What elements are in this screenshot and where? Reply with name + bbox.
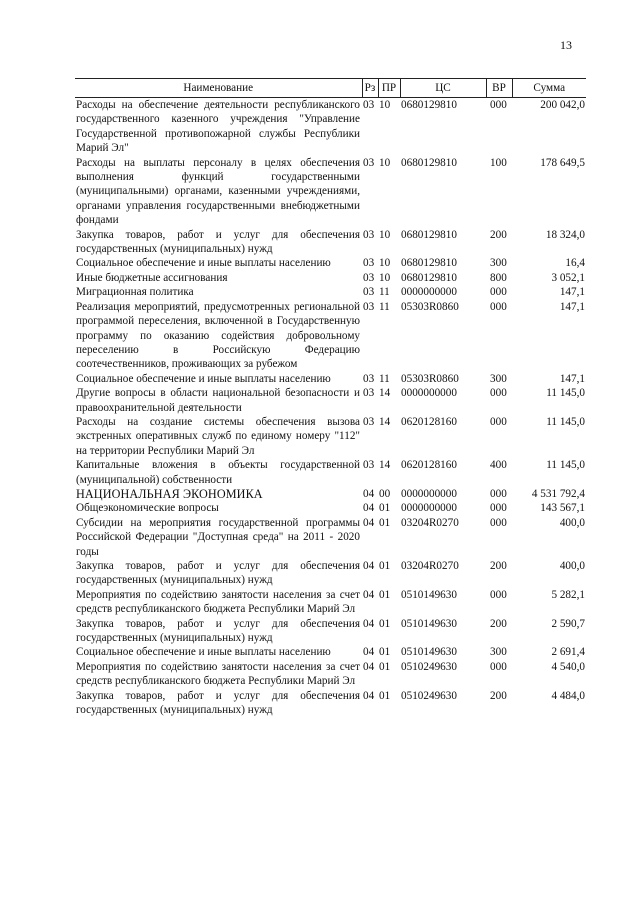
cell-vr: 300 [490,646,507,659]
cell-sum: 18 324,0 [545,228,585,241]
cell-rz: 03 [363,99,375,111]
cell-cs: 0000000000 [401,387,457,400]
cell-name: Общеэкономические вопросы [76,502,219,515]
cell-rz: 03 [363,372,375,385]
cell-sum: 200 042,0 [540,99,585,111]
cell-name: Субсидии на мероприятия государственной программы Российской Федерации "Доступная среда" на 2011 - 2020 годы [76,516,360,558]
cell-rz: 04 [363,588,375,601]
table-row [75,617,586,646]
cell-name: Мероприятия по содействию занятости населения за счет средств республиканского бюджета Республики Марий Эл [76,588,360,616]
cell-vr: 300 [490,257,507,270]
cell-vr: 000 [490,516,507,529]
cell-vr: 000 [490,588,507,601]
table-row [75,98,586,156]
cell-rz: 03 [363,156,375,169]
cell-sum: 2 691,4 [551,646,585,659]
cell-name: Иные бюджетные ассигнования [76,271,228,284]
cell-name: Реализация мероприятий, предусмотренных региональной программой переселения, включенной в Государственную программу по оказанию содействия добровольному переселению в Российскую Федерацию соотечественников, проживающих за рубежом [76,300,360,371]
cell-name: Миграционная политика [76,286,194,299]
cell-pr: 01 [379,660,391,673]
cell-pr: 01 [379,689,391,702]
cell-pr: 01 [379,502,391,515]
cell-pr: 01 [379,516,391,529]
cell-vr: 000 [490,300,507,313]
cell-sum: 16,4 [565,257,585,270]
cell-rz: 03 [363,387,375,400]
cell-sum: 4 531 792,4 [531,487,585,500]
table-row [75,271,586,285]
cell-sum: 3 052,1 [551,271,585,284]
cell-rz: 03 [363,228,375,241]
cell-cs: 03204R0270 [401,560,459,572]
cell-name: Закупка товаров, работ и услуг для обеспечения государственных (муниципальных) нужд [76,560,360,587]
cell-cs: 0510249630 [401,660,457,673]
table-row [75,660,586,689]
cell-sum: 11 145,0 [546,459,585,472]
cell-pr: 14 [379,459,391,472]
cell-rz: 04 [363,689,375,702]
table-row [75,501,586,515]
cell-sum: 400,0 [559,516,585,529]
cell-rz: 03 [363,300,375,313]
header-rz: Рз [362,79,378,98]
cell-cs: 0620128160 [401,459,457,472]
cell-pr: 01 [379,588,391,601]
header-vr: ВР [486,79,512,98]
cell-vr: 800 [490,271,507,284]
cell-cs: 0000000000 [401,286,457,299]
cell-cs: 0620128160 [401,415,457,428]
cell-name: Расходы на обеспечение деятельности республиканского государственного казенного учреждения "Управление Государственной противопожарной службы Республики Марий Эл" [76,99,360,155]
cell-pr: 01 [379,646,391,659]
cell-pr: 14 [379,387,391,400]
cell-rz: 04 [363,502,375,515]
cell-pr: 14 [379,415,391,428]
cell-pr: 00 [379,487,391,500]
cell-cs: 0510149630 [401,646,457,659]
cell-name: Закупка товаров, работ и услуг для обеспечения государственных (муниципальных) нужд [76,689,360,717]
cell-name: Расходы на создание системы обеспечения вызова экстренных оперативных служб по единому номеру "112" на территории Республики Марий Эл [76,415,360,457]
table-row [75,372,586,386]
cell-pr: 10 [379,271,391,284]
budget-table [75,78,586,717]
cell-cs: 0510149630 [401,588,457,601]
cell-cs: 0680129810 [401,156,457,169]
cell-cs: 0680129810 [401,257,457,270]
cell-pr: 10 [379,99,391,111]
cell-vr: 200 [490,617,507,630]
cell-name: Другие вопросы в области национальной безопасности и правоохранительной деятельности [76,387,360,414]
cell-rz: 03 [363,415,375,428]
cell-sum: 2 590,7 [551,617,585,630]
cell-rz: 03 [363,286,375,299]
table-row [75,285,586,299]
cell-rz: 04 [363,560,375,572]
cell-vr: 200 [490,228,507,241]
table-row [75,559,586,588]
table-row [75,645,586,659]
cell-sum: 147,1 [559,372,585,385]
header-sum: Сумма [512,79,586,98]
cell-sum: 4 540,0 [551,660,585,673]
table-row [75,415,586,458]
cell-sum: 400,0 [559,560,585,572]
cell-pr: 01 [379,617,391,630]
table-body [75,98,586,718]
cell-name: Закупка товаров, работ и услуг для обеспечения государственных (муниципальных) нужд [76,228,360,256]
table-row [75,487,586,501]
cell-sum: 11 145,0 [546,387,585,400]
cell-rz: 03 [363,459,375,472]
cell-vr: 200 [490,560,507,572]
cell-cs: 0680129810 [401,99,457,111]
table-header [75,79,586,98]
table-row [75,386,586,415]
cell-rz: 04 [363,516,375,529]
cell-cs: 0000000000 [401,487,457,500]
cell-cs: 05303R0860 [401,372,459,385]
cell-cs: 05303R0860 [401,300,459,313]
cell-cs: 03204R0270 [401,516,459,529]
cell-sum: 147,1 [559,286,585,299]
cell-pr: 11 [379,286,390,299]
cell-name: Расходы на выплаты персоналу в целях обеспечения выполнения функций государственными (муниципальными) органами, казенными учреждениями, органами управления государственными внебюджетными фондами [76,156,360,227]
cell-rz: 03 [363,271,375,284]
table-row [75,458,586,487]
cell-name: Социальное обеспечение и иные выплаты населению [76,646,331,659]
cell-pr: 10 [379,257,391,270]
cell-rz: 04 [363,487,375,500]
cell-vr: 000 [490,487,507,500]
cell-cs: 0000000000 [401,502,457,515]
cell-vr: 400 [490,459,507,472]
cell-rz: 03 [363,257,375,270]
cell-name: Социальное обеспечение и иные выплаты населению [76,372,331,385]
header-cs: ЦС [400,79,486,98]
cell-vr: 000 [490,99,507,111]
cell-vr: 000 [490,660,507,673]
table-row [75,256,586,270]
cell-vr: 000 [490,415,507,428]
cell-name: Закупка товаров, работ и услуг для обеспечения государственных (муниципальных) нужд [76,617,360,645]
cell-vr: 200 [490,689,507,702]
table-row [75,156,586,228]
cell-pr: 10 [379,156,391,169]
cell-sum: 4 484,0 [551,689,585,702]
cell-sum: 143 567,1 [540,502,585,515]
cell-rz: 04 [363,646,375,659]
cell-name: Социальное обеспечение и иные выплаты населению [76,257,331,270]
table-row [75,228,586,257]
table-row [75,300,586,372]
cell-name: НАЦИОНАЛЬНАЯ ЭКОНОМИКА [76,486,263,501]
cell-sum: 178 649,5 [540,156,585,169]
cell-rz: 04 [363,660,375,673]
cell-sum: 5 282,1 [551,588,585,601]
cell-cs: 0680129810 [401,228,457,241]
cell-name: Мероприятия по содействию занятости населения за счет средств республиканского бюджета Республики Марий Эл [76,660,360,688]
cell-cs: 0510149630 [401,617,457,630]
cell-pr: 11 [379,372,390,385]
cell-vr: 100 [490,156,507,169]
cell-pr: 10 [379,228,391,241]
cell-cs: 0510249630 [401,689,457,702]
cell-vr: 000 [490,502,507,515]
cell-pr: 01 [379,560,391,572]
cell-cs: 0680129810 [401,271,457,284]
page-number: 13 [560,38,572,52]
cell-vr: 300 [490,372,507,385]
cell-sum: 147,1 [559,300,585,313]
cell-sum: 11 145,0 [546,415,585,428]
header-name: Наименование [75,79,362,98]
cell-rz: 04 [363,617,375,630]
table-row [75,689,586,718]
cell-vr: 000 [490,387,507,400]
table-row [75,588,586,617]
cell-pr: 11 [379,300,390,313]
cell-vr: 000 [490,286,507,299]
cell-name: Капитальные вложения в объекты государственной (муниципальной) собственности [76,459,360,486]
header-pr: ПР [378,79,400,98]
table-row [75,516,586,559]
